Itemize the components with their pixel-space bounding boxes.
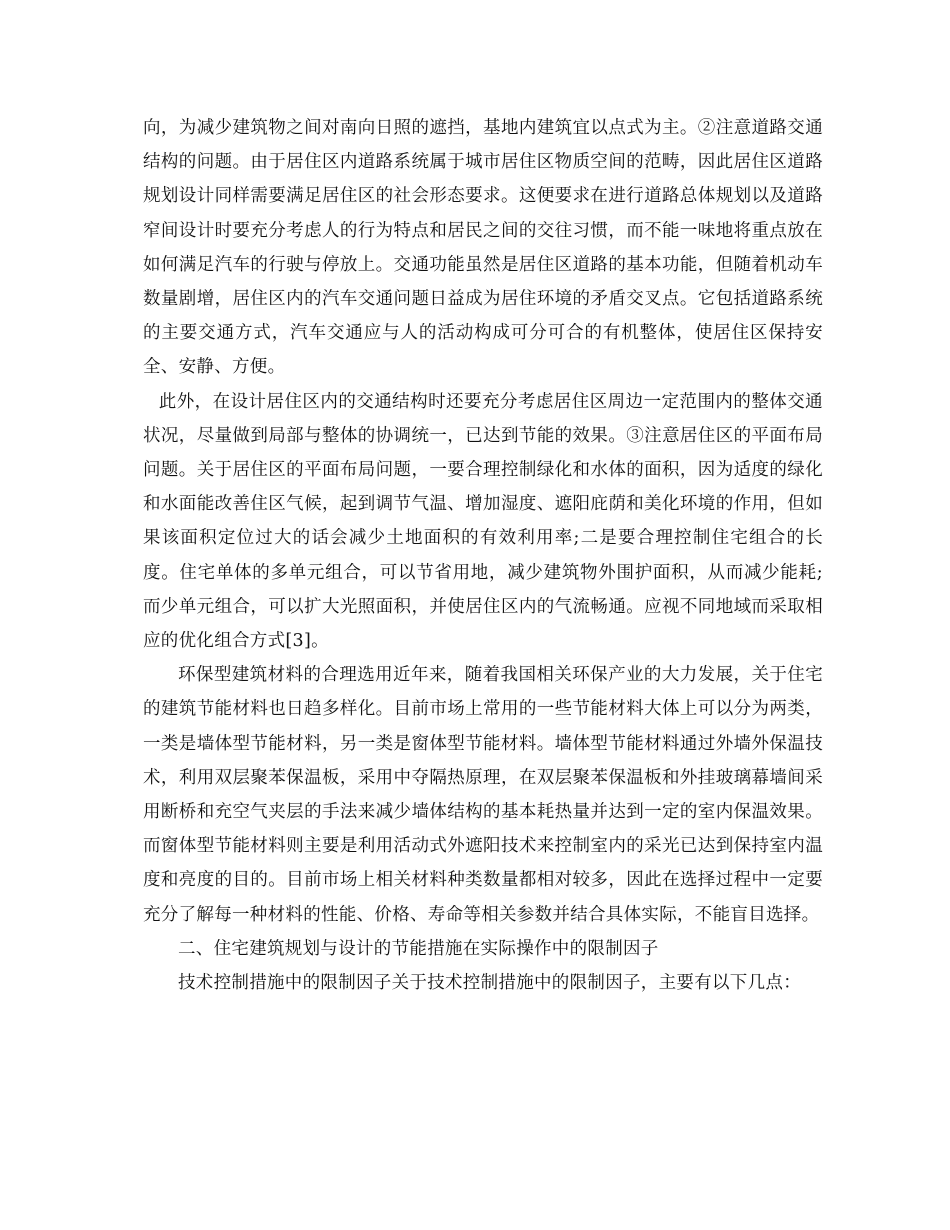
document-body bbox=[143, 111, 823, 1000]
paragraph-materials: 环保型建筑材料的合理选用近年来，随着我国相关环保产业的大力发展，关于住宅的建筑节能材料也日趋多样化。目前市场上常用的一些节能材料大体上可以分为两类，一类是墙体型节能材料，另一类是窗体型节能材料。墙体型节能材料通过外墙外保温技术，利用双层聚苯保温板，采用中夺隔热原理，在双层聚苯保温板和外挂玻璃幕墙间采用断桥和充空气夹层的手法来减少墙体结构的基本耗热量并达到一定的室内保温效果。而窗体型节能材料则主要是利用活动式外遮阳技术来控制室内的采光已达到保持室内温度和亮度的目的。目前市场上相关材料种类数量都相对较多，因此在选择过程中一定要充分了解每一种材料的性能、价格、寿命等相关参数并结合具体实际，不能盲目选择。 bbox=[143, 665, 823, 925]
paragraph-continuation: 向，为减少建筑物之间对南向日照的遮挡，基地内建筑宜以点式为主。②注意道路交通结构的问题。由于居住区内道路系统属于城市居住区物质空间的范畴，因此居住区道路规划设计同样需要满足居住区的社会形态要求。这便要求在进行道路总体规划以及道路窄间设计时要充分考虑人的行为特点和居民之间的交往习惯，而不能一味地将重点放在如何满足汽车的行驶与停放上。交通功能虽然是居住区道路的基本功能，但随着机动车数量剧增，居住区内的汽车交通问题日益成为居住环境的矛盾交叉点。它包括道路系统的主要交通方式，汽车交通应与人的活动构成可分可合的有机整体，使居住区保持安全、安静、方便。 bbox=[143, 118, 823, 378]
section-heading: 二、住宅建筑规划与设计的节能措施在实际操作中的限制因子 bbox=[178, 938, 659, 959]
paragraph-traffic: 此外，在设计居住区内的交通结构时还要充分考虑居住区周边一定范围内的整体交通状况，尽量做到局部与整体的协调统一，已达到节能的效果。③注意居住区的平面布局问题。关于居住区的平面布局问题，一要合理控制绿化和水体的面积，因为适度的绿化和水面能改善住区气候，起到调节气温、增加湿度、遮阳庇荫和美化环境的作用，但如果该面积定位过大的话会减少土地面积的有效利用率;二是要合理控制住宅组合的长度。住宅单体的多单元组合，可以节省用地，减少建筑物外围护面积，从而减少能耗;而少单元组合，可以扩大光照面积，并使居住区内的气流畅通。应视不同地域而采取相应的优化组合方式[3]。 bbox=[143, 391, 823, 652]
paragraph-limiting-factors: 技术控制措施中的限制因子关于技术控制措施中的限制因子，主要有以下几点： bbox=[178, 973, 801, 994]
